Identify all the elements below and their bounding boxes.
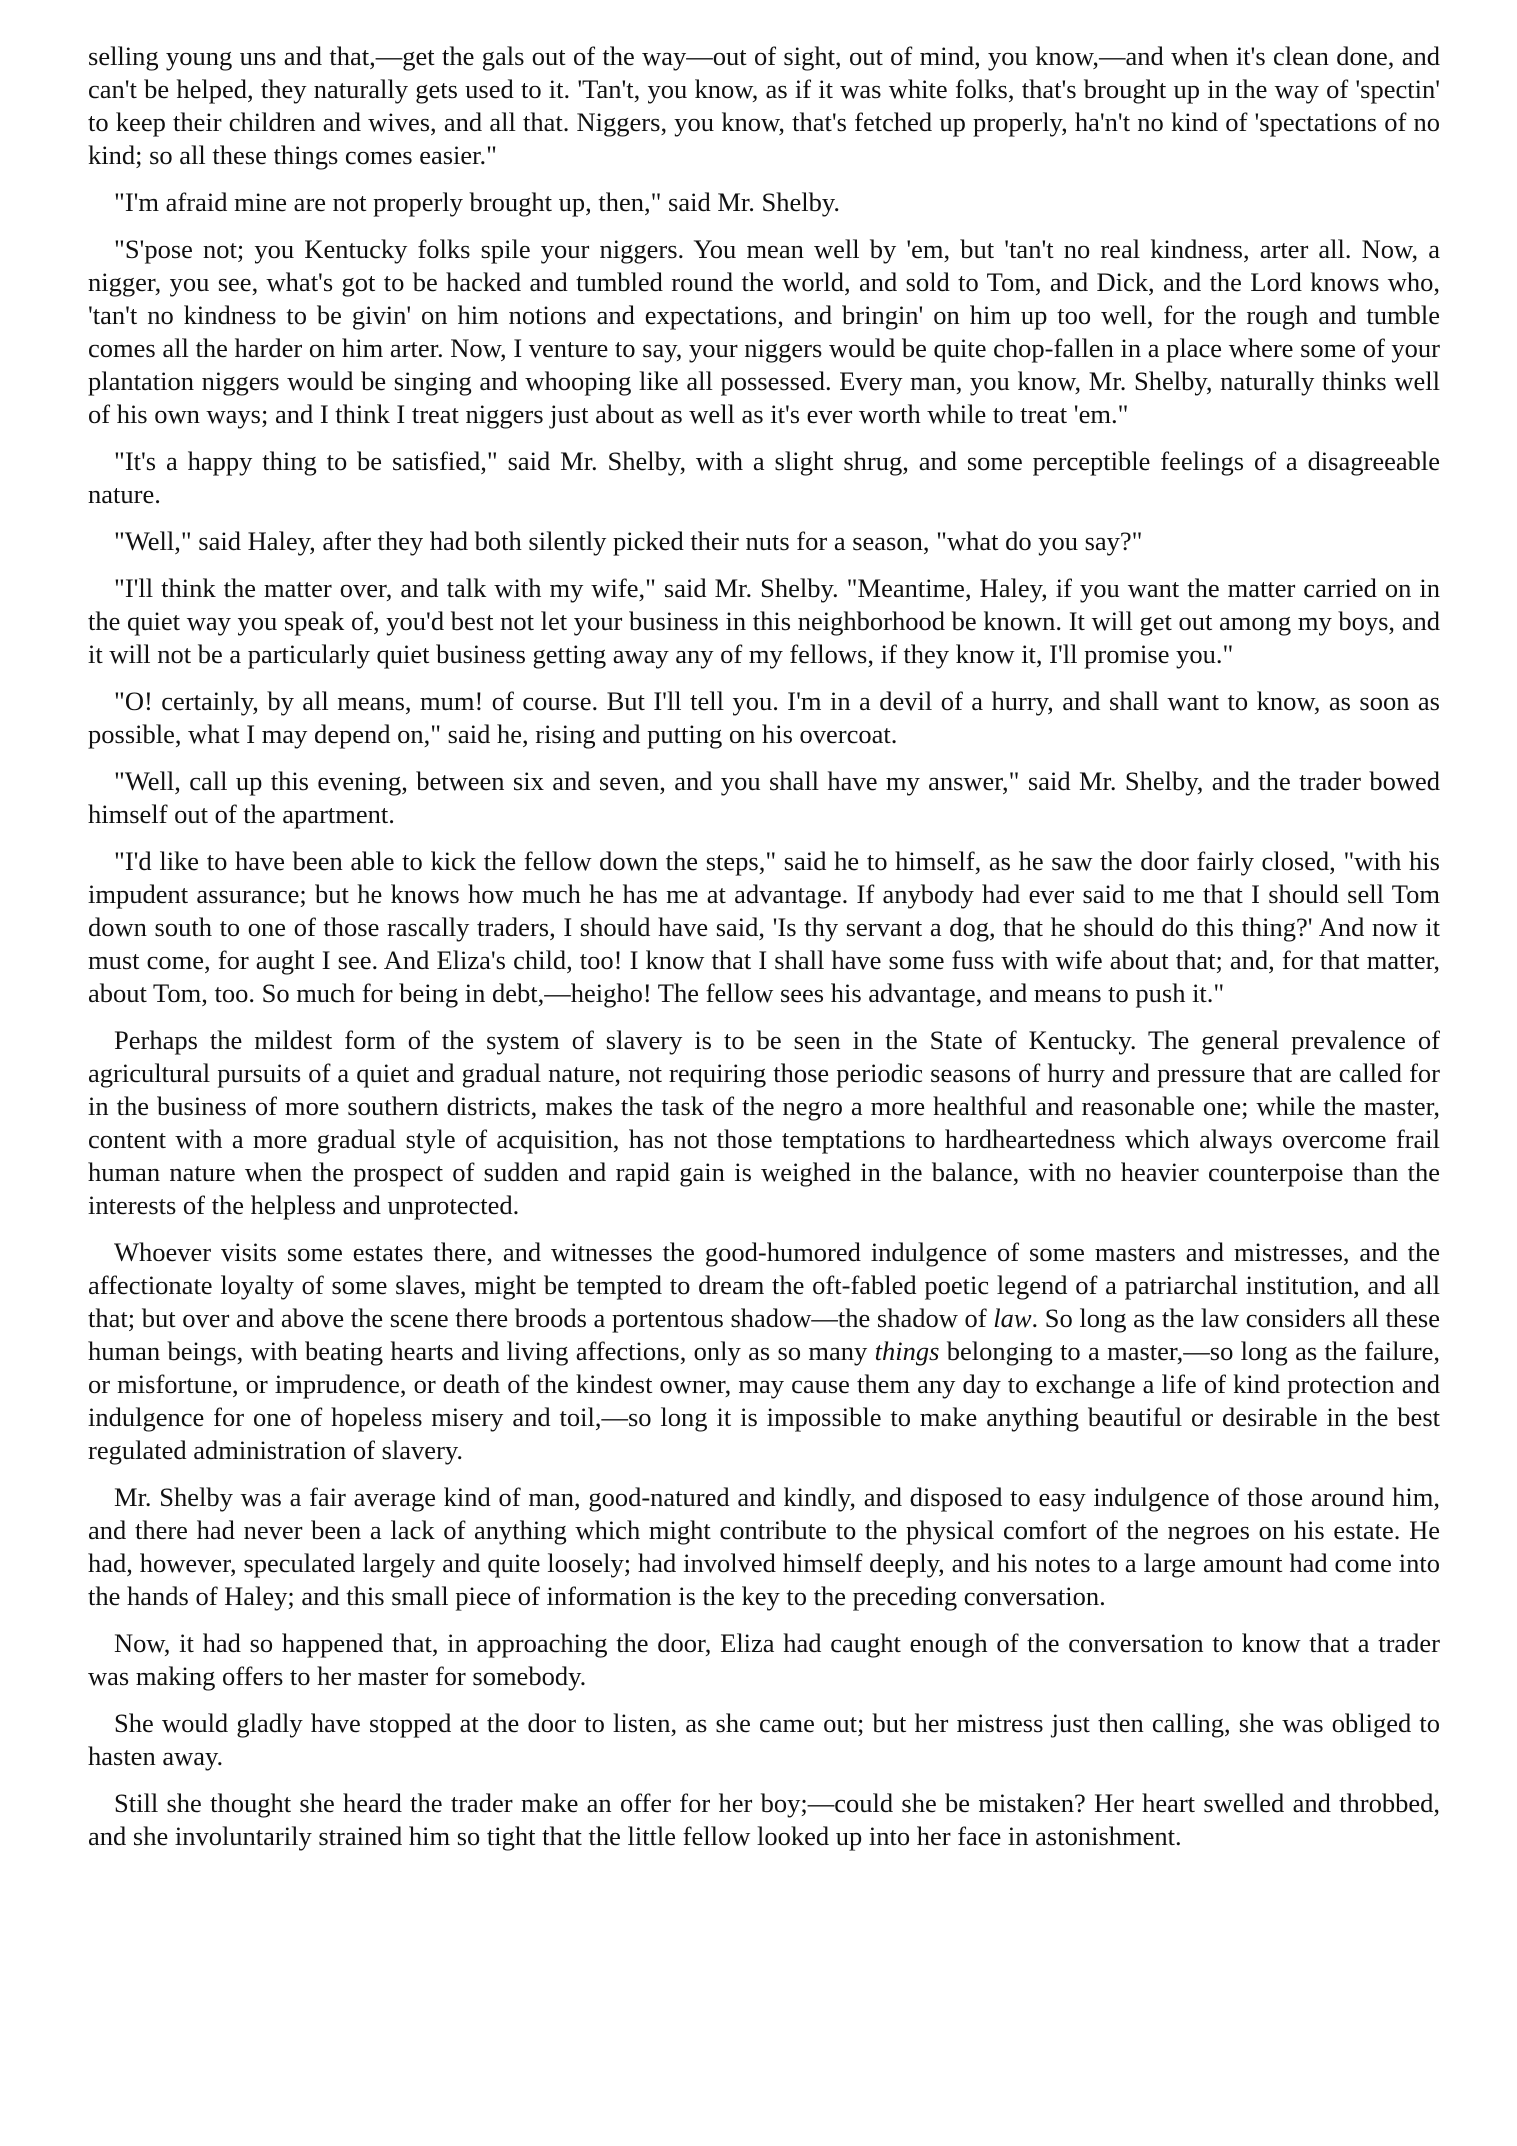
- paragraph-text: Perhaps the mildest form of the system of slavery is to be seen in the State of Kentucky. The general prevalence of agricultural pursuits of a quiet and gradual nature, not requiring those periodic seasons of hurry and pressure that are called for in the business of more southern districts, makes the task of the negro a more healthful and reasonable one; while the master, content with a more gradual style of acquisition, has not those temptations to hardheartedness which always overcome frail human nature when the prospect of sudden and rapid gain is weighed in the balance, with no heavier counterpoise than the interests of the helpless and unprotected.: [88, 1025, 1440, 1220]
- paragraph-text: . So long as the law considers all these human beings, with beating hearts and living affections, only as so many: [88, 1303, 1440, 1366]
- paragraph: [88, 1707, 1440, 1773]
- paragraph: [88, 40, 1440, 172]
- paragraph: [88, 445, 1440, 511]
- paragraph: [88, 525, 1440, 558]
- paragraph: [88, 233, 1440, 431]
- paragraph-text: "S'pose not; you Kentucky folks spile your niggers. You mean well by 'em, but 'tan't no real kindness, arter all. Now, a nigger, you see, what's got to be hacked and tumbled round the world, and sold to Tom, and Dick, and the Lord knows who, 'tan't no kindness to be givin' on him notions and expectations, and bringin' on him up too well, for the rough and tumble comes all the harder on him arter. Now, I venture to say, your niggers would be quite chop-fallen in a place where some of your plantation niggers would be singing and whooping like all possessed. Every man, you know, Mr. Shelby, naturally thinks well of his own ways; and I think I treat niggers just about as well as it's ever worth while to treat 'em.": [88, 234, 1440, 429]
- paragraph: [88, 1024, 1440, 1222]
- paragraph-text: Now, it had so happened that, in approaching the door, Eliza had caught enough of the conversation to know that a trader was making offers to her master for somebody.: [88, 1628, 1440, 1691]
- paragraph-text: "I'd like to have been able to kick the fellow down the steps," said he to himself, as he saw the door fairly closed, "with his impudent assurance; but he knows how much he has me at advantage. If anybody had ever said to me that I should sell Tom down south to one of those rascally traders, I should have said, 'Is thy servant a dog, that he should do this thing?' And now it must come, for aught I see. And Eliza's child, too! I know that I shall have some fuss with wife about that; and, for that matter, about Tom, too. So much for being in debt,—heigho! The fellow sees his advantage, and means to push it.": [88, 846, 1440, 1008]
- paragraph-text: "It's a happy thing to be satisfied," said Mr. Shelby, with a slight shrug, and some perceptible feelings of a disagreeable nature.: [88, 446, 1440, 509]
- paragraph: [88, 572, 1440, 671]
- paragraph-text: Whoever visits some estates there, and witnesses the good-humored indulgence of some masters and mistresses, and the affectionate loyalty of some slaves, might be tempted to dream the oft-fabled poetic legend of a patriarchal institution, and all that; but over and above the scene there broods a portentous shadow—the shadow of: [88, 1237, 1440, 1333]
- paragraph-text: "I'll think the matter over, and talk with my wife," said Mr. Shelby. "Meantime, Haley, if you want the matter carried on in the quiet way you speak of, you'd best not let your business in this neighborhood be known. It will get out among my boys, and it will not be a particularly quiet business getting away any of my fellows, if they know it, I'll promise you.": [88, 573, 1440, 669]
- page-body: [88, 40, 1440, 1867]
- paragraph-text: belonging to a master,—so long as the failure, or misfortune, or imprudence, or death of the kindest owner, may cause them any day to exchange a life of kind protection and indulgence for one of hopeless misery and toil,—so long it is impossible to make anything beautiful or desirable in the best regulated administration of slavery.: [88, 1336, 1440, 1465]
- paragraph-text: Mr. Shelby was a fair average kind of man, good-natured and kindly, and disposed to easy indulgence of those around him, and there had never been a lack of anything which might contribute to the physical comfort of the negroes on his estate. He had, however, speculated largely and quite loosely; had involved himself deeply, and his notes to a large amount had come into the hands of Haley; and this small piece of information is the key to the preceding conversation.: [88, 1482, 1440, 1611]
- paragraph: [88, 186, 1440, 219]
- paragraph-text: "O! certainly, by all means, mum! of course. But I'll tell you. I'm in a devil of a hurry, and shall want to know, as soon as possible, what I may depend on," said he, rising and putting on his overcoat.: [88, 686, 1440, 749]
- paragraph: [88, 765, 1440, 831]
- paragraph: [88, 1627, 1440, 1693]
- paragraph: [88, 1236, 1440, 1467]
- paragraph-text: Still she thought she heard the trader make an offer for her boy;—could she be mistaken? Her heart swelled and throbbed, and she involuntarily strained him so tight that the little fellow looked up into her face in astonishment.: [88, 1788, 1440, 1851]
- paragraph-text: "I'm afraid mine are not properly brought up, then," said Mr. Shelby.: [114, 187, 841, 217]
- paragraph: [88, 845, 1440, 1010]
- paragraph: [88, 1787, 1440, 1853]
- paragraph-text: selling young uns and that,—get the gals out of the way—out of sight, out of mind, you know,—and when it's clean done, and can't be helped, they naturally gets used to it. 'Tan't, you know, as if it was white folks, that's brought up in the way of 'spectin' to keep their children and wives, and all that. Niggers, you know, that's fetched up properly, ha'n't no kind of 'spectations of no kind; so all these things comes easier.": [88, 41, 1440, 170]
- paragraph: [88, 685, 1440, 751]
- paragraph-text: "Well," said Haley, after they had both silently picked their nuts for a season, "what do you say?": [114, 526, 1143, 556]
- paragraph-text: She would gladly have stopped at the door to listen, as she came out; but her mistress just then calling, she was obliged to hasten away.: [88, 1708, 1440, 1771]
- paragraph: [88, 1481, 1440, 1613]
- emphasis-text: law: [993, 1303, 1032, 1333]
- emphasis-text: things: [874, 1336, 940, 1366]
- paragraph-text: "Well, call up this evening, between six and seven, and you shall have my answer," said Mr. Shelby, and the trader bowed himself out of the apartment.: [88, 766, 1440, 829]
